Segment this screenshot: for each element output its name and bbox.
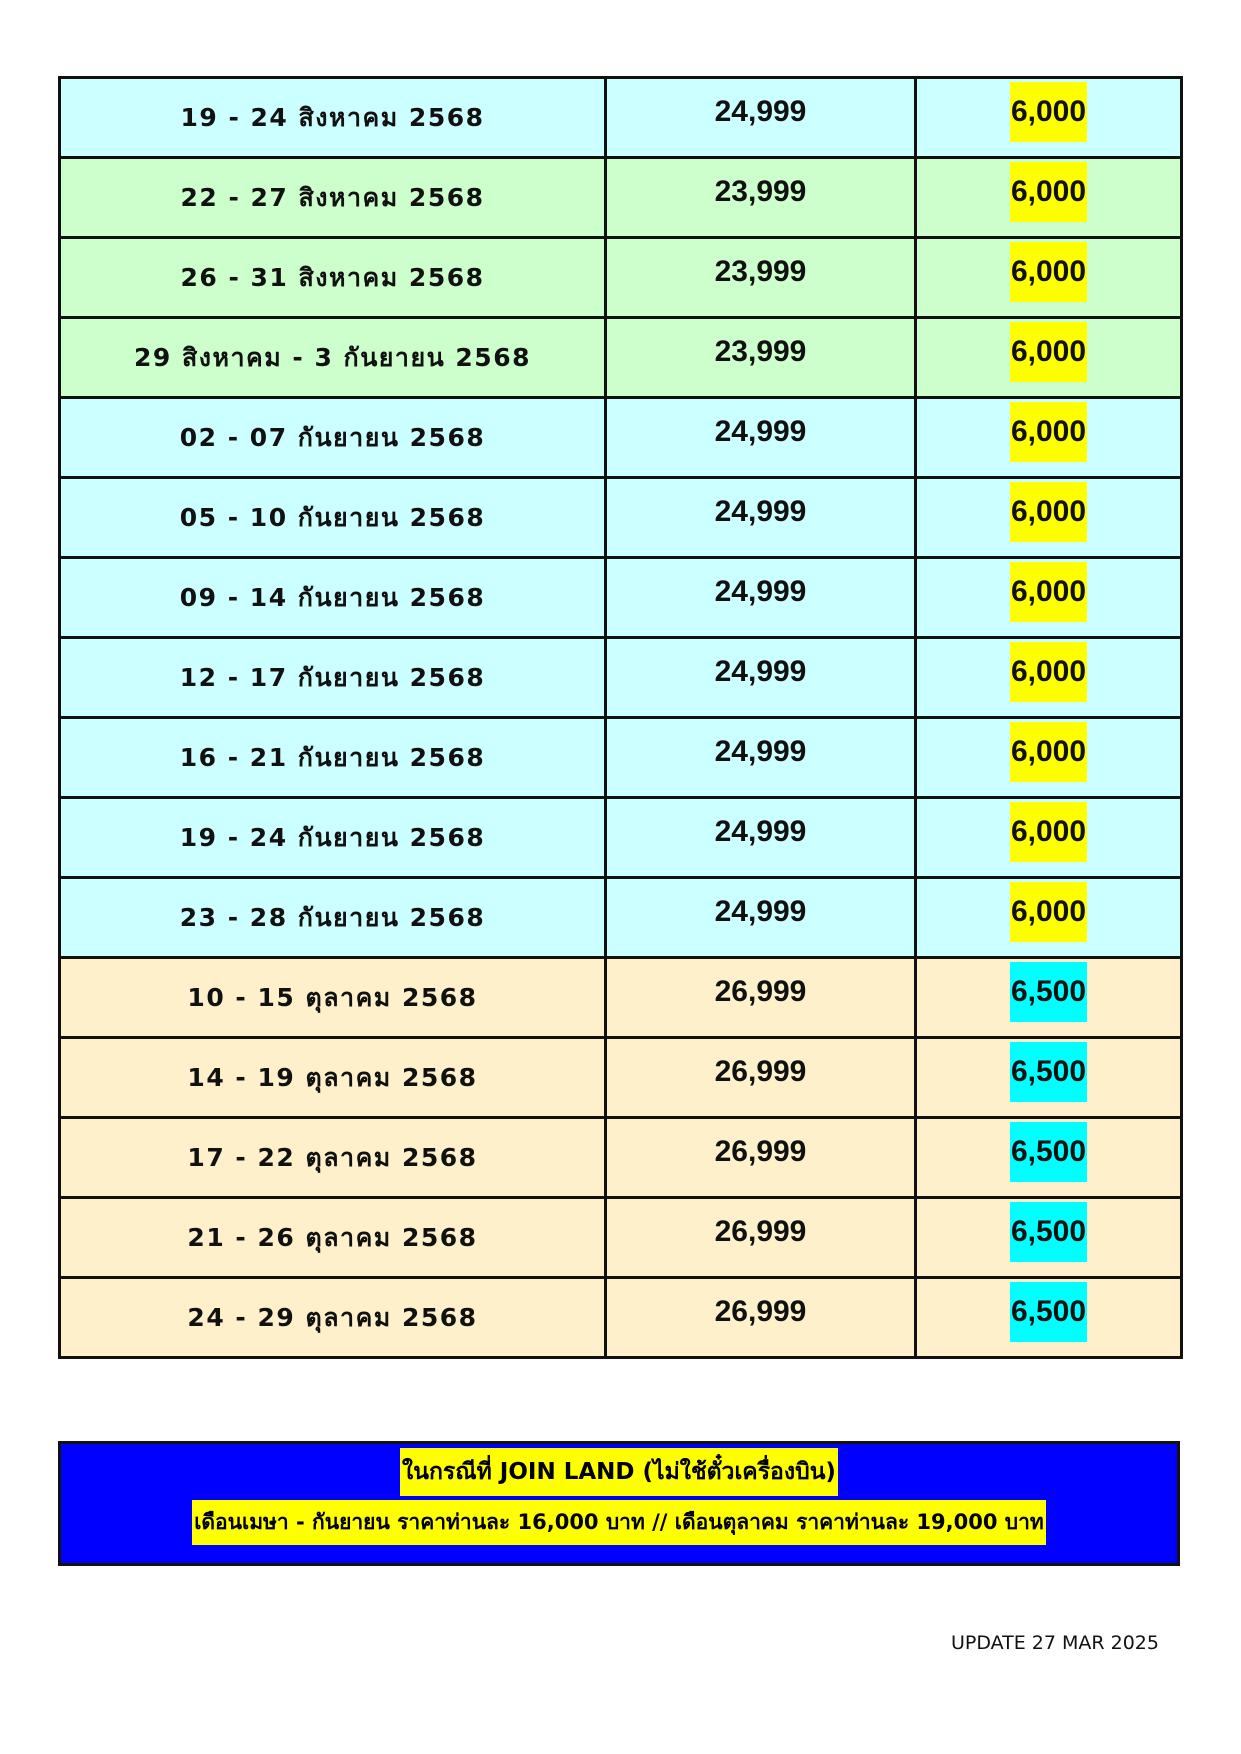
table-row (60, 238, 1182, 318)
table-row (60, 318, 1182, 398)
price-cell: 24,999 (606, 558, 916, 638)
single-supplement-badge: 6,500 (1010, 1202, 1087, 1262)
travel-dates-cell: 24 - 29 ตุลาคม 2568 (60, 1278, 606, 1358)
price-cell: 26,999 (606, 1118, 916, 1198)
table-row (60, 1118, 1182, 1198)
price-cell: 26,999 (606, 1198, 916, 1278)
single-supplement-cell (916, 78, 1182, 158)
travel-dates-cell: 12 - 17 กันยายน 2568 (60, 638, 606, 718)
price-table (58, 76, 1183, 1359)
join-land-price-line (61, 1500, 1177, 1545)
travel-dates-cell: 26 - 31 สิงหาคม 2568 (60, 238, 606, 318)
single-supplement-badge: 6,000 (1010, 482, 1087, 542)
price-rows (60, 78, 1182, 1358)
table-row (60, 158, 1182, 238)
single-supplement-cell (916, 478, 1182, 558)
travel-dates-cell: 19 - 24 สิงหาคม 2568 (60, 78, 606, 158)
table-row (60, 478, 1182, 558)
single-supplement-badge: 6,500 (1010, 1122, 1087, 1182)
single-supplement-cell (916, 398, 1182, 478)
table-row (60, 398, 1182, 478)
price-cell: 23,999 (606, 238, 916, 318)
travel-dates-cell: 23 - 28 กันยายน 2568 (60, 878, 606, 958)
single-supplement-cell (916, 638, 1182, 718)
table-row (60, 558, 1182, 638)
single-supplement-cell (916, 1278, 1182, 1358)
price-cell: 26,999 (606, 958, 916, 1038)
single-supplement-badge: 6,500 (1010, 962, 1087, 1022)
travel-dates-cell: 17 - 22 ตุลาคม 2568 (60, 1118, 606, 1198)
join-land-notice (58, 1441, 1180, 1566)
travel-dates-cell: 16 - 21 กันยายน 2568 (60, 718, 606, 798)
travel-dates-cell: 22 - 27 สิงหาคม 2568 (60, 158, 606, 238)
table-row (60, 1278, 1182, 1358)
single-supplement-cell (916, 1198, 1182, 1278)
single-supplement-badge: 6,500 (1010, 1282, 1087, 1342)
travel-dates-cell: 02 - 07 กันยายน 2568 (60, 398, 606, 478)
single-supplement-cell (916, 1038, 1182, 1118)
travel-dates-cell: 21 - 26 ตุลาคม 2568 (60, 1198, 606, 1278)
price-cell: 26,999 (606, 1038, 916, 1118)
single-supplement-cell (916, 318, 1182, 398)
price-cell: 24,999 (606, 398, 916, 478)
single-supplement-badge: 6,000 (1010, 722, 1087, 782)
single-supplement-badge: 6,000 (1010, 242, 1087, 302)
travel-dates-cell: 29 สิงหาคม - 3 กันยายน 2568 (60, 318, 606, 398)
single-supplement-cell (916, 558, 1182, 638)
price-cell: 24,999 (606, 798, 916, 878)
travel-dates-cell: 10 - 15 ตุลาคม 2568 (60, 958, 606, 1038)
single-supplement-badge: 6,000 (1010, 882, 1087, 942)
table-row (60, 638, 1182, 718)
price-cell: 24,999 (606, 718, 916, 798)
price-cell: 23,999 (606, 318, 916, 398)
single-supplement-cell (916, 798, 1182, 878)
table-row (60, 958, 1182, 1038)
single-supplement-badge: 6,000 (1010, 402, 1087, 462)
travel-dates-cell: 14 - 19 ตุลาคม 2568 (60, 1038, 606, 1118)
single-supplement-badge: 6,000 (1010, 322, 1087, 382)
single-supplement-cell (916, 958, 1182, 1038)
price-cell: 24,999 (606, 878, 916, 958)
single-supplement-cell (916, 718, 1182, 798)
update-note: UPDATE 27 MAR 2025 (950, 1632, 1159, 1654)
travel-dates-cell: 05 - 10 กันยายน 2568 (60, 478, 606, 558)
price-cell: 24,999 (606, 78, 916, 158)
single-supplement-badge: 6,000 (1010, 82, 1087, 142)
table-row (60, 1198, 1182, 1278)
single-supplement-cell (916, 1118, 1182, 1198)
single-supplement-badge: 6,000 (1010, 802, 1087, 862)
table-row (60, 718, 1182, 798)
join-land-heading: ในกรณีที่ JOIN LAND (ไม่ใช้ตั๋วเครื่องบิน) (400, 1448, 838, 1496)
single-supplement-badge: 6,500 (1010, 1042, 1087, 1102)
price-cell: 24,999 (606, 478, 916, 558)
single-supplement-cell (916, 238, 1182, 318)
price-cell: 23,999 (606, 158, 916, 238)
table-row (60, 1038, 1182, 1118)
single-supplement-badge: 6,000 (1010, 162, 1087, 222)
join-land-heading-line (61, 1448, 1177, 1496)
table-row (60, 798, 1182, 878)
table-row (60, 78, 1182, 158)
travel-dates-cell: 19 - 24 กันยายน 2568 (60, 798, 606, 878)
price-cell: 24,999 (606, 638, 916, 718)
price-cell: 26,999 (606, 1278, 916, 1358)
join-land-prices: เดือนเมษา - กันยายน ราคาท่านละ 16,000 บาท // เดือนตุลาคม ราคาท่านละ 19,000 บาท (192, 1500, 1046, 1545)
single-supplement-badge: 6,000 (1010, 642, 1087, 702)
single-supplement-cell (916, 878, 1182, 958)
travel-dates-cell: 09 - 14 กันยายน 2568 (60, 558, 606, 638)
single-supplement-cell (916, 158, 1182, 238)
table-row (60, 878, 1182, 958)
single-supplement-badge: 6,000 (1010, 562, 1087, 622)
